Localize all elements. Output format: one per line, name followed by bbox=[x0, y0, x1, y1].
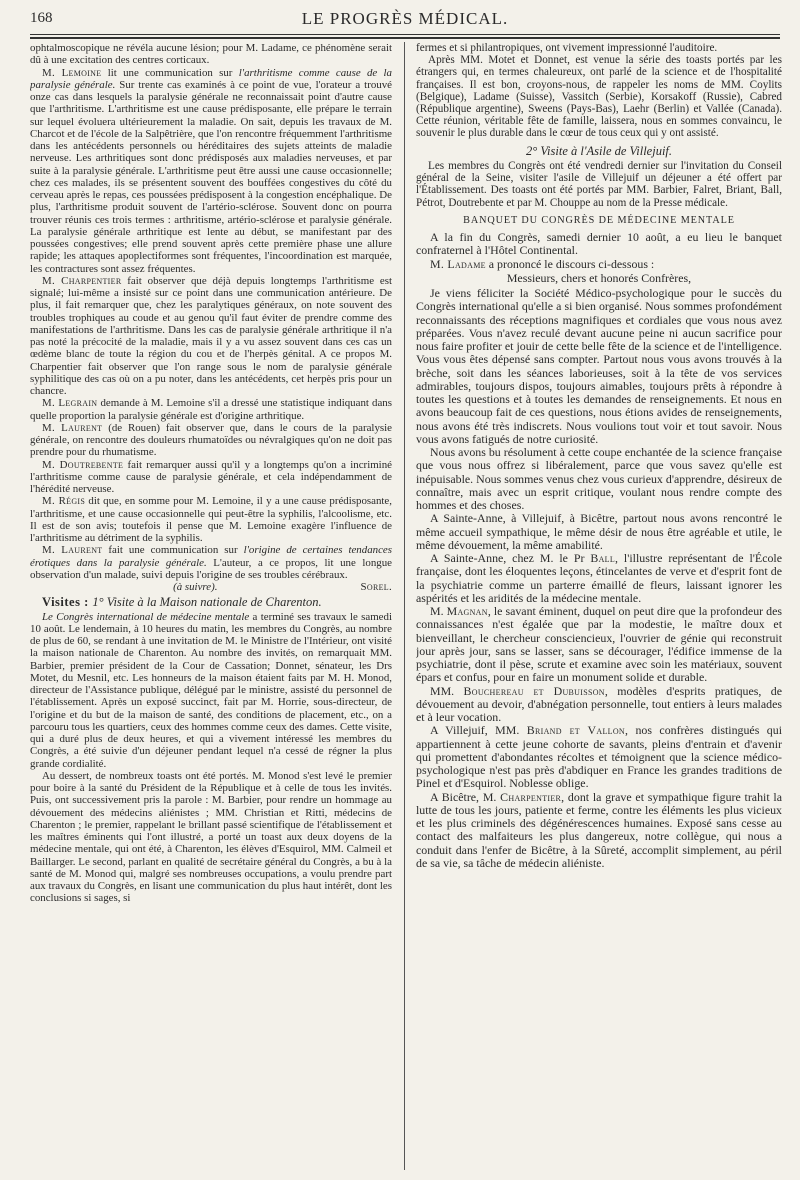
paragraph: A Sainte-Anne, chez M. le Pr Ball, l'illustre représentant de l'École française, dont les éloquentes leçons, étincelantes de verve et d'esprit font de la psychiatrie comme un parterre émaillé de fleurs, laissant ignorer les aspérités et les aridités de la médecine mentale. bbox=[416, 551, 782, 605]
speaker-name: M. Doutrebente bbox=[42, 458, 124, 471]
paragraph: M. Doutrebente fait remarquer aussi qu'il y a longtemps qu'on a incriminé l'arthritisme comme cause de paralysie générale, et cela indépendamment de l'hérédité nerveuse. bbox=[30, 458, 392, 495]
paragraph: Je viens féliciter la Société Médico-psychologique pour le succès du Congrès international qu'elle a si bien organisé. Nous sommes profondément reconnaissants des réceptions magnifiques et cordiales que vous nous avez préparées. Vous n'avez reculé devant aucune peine ni aucun sacrifice pour nous faire profiter et jouir de cette belle fête de la science et de l'intelligence. Vous vous êtes dépensé sans compter. Partout nous vous avons trouvés à la brèche, soit dans les séances laborieuses, soit à la tête de vos services admirables, toujours dispos, toujours aimables, toujours prêts à répondre à toutes les questions et à toutes les demandes de renseignements. Et nous en avons beaucoup fait de ces questions, nous étions avides de renseignements, nous avons été très indiscrets. Nous voulions tout voir et tout savoir. Nous vous avons fatigués de notre curiosité. bbox=[416, 286, 782, 446]
speaker-name: M. Régis bbox=[42, 495, 86, 508]
speaker-name: M. Legrain bbox=[42, 397, 98, 410]
speaker-name: M. Ladame bbox=[430, 256, 486, 271]
paragraph: Au dessert, de nombreux toasts ont été portés. M. Monod s'est levé le premier pour boire à la santé du Président de la République et à celle de tous les invités. Puis, ont successivement pris la parole : M. Barbier, pour rendre un hommage au dévouement des médecins aliénistes ; MM. Christian et Ritti, médecins de Charenton ; le premier, rappelant le brillant passé scientifique de l'établissement et les maîtres éminents qui l'ont illustré, a porté un toast aux deux doyens de la médecine mentale, qui ont été, à Charenton, les élèves d'Esquirol, MM. Calmeil et Baillarger. Le second, parlant en qualité de secrétaire général du Congrès, a bu à la santé de M. Monod qui, malgré ses nombreuses occupations, a voulu prendre part aux travaux du Congrès, en lisant une communication du plus haut intérêt, dont les conclusions si sages, si bbox=[30, 769, 392, 905]
paragraph: MM. Bouchereau et Dubuisson, modèles d'esprits pratiques, de dévouement au devoir, d'abnégation personnelle, tout entiers à leurs malades et à leur vocation. bbox=[416, 683, 782, 725]
paragraph: Les membres du Congrès ont été vendredi dernier sur l'invitation du Conseil général de la Seine, visiter l'asile de Villejuif un déjeuner a été offert par l'Établissement. Des toasts ont été portés par MM. Barbier, Falret, Briant, Ball, Pétrot, Doutrebente et par M. Chouppe au nom de la Presse médicale. bbox=[416, 159, 782, 209]
paragraph: A Bicêtre, M. Charpentier, dont la grave et sympathique figure trahit la lutte de tous les jours, patiente et ferme, contre les éléments les plus vicieux et les plus criminels des dégénérescences humaines. Exposé sans cesse au contact des malfaiteurs les plus dangereux, notre collègue, qui nous a conduit dans l'enfer de Bicêtre, à la Sûreté, accomplit simplement, au péril de sa vie, sa tâche de médecin aliéniste. bbox=[416, 789, 782, 870]
speaker-name: M. Laurent bbox=[42, 421, 103, 434]
right-column bbox=[416, 42, 782, 1172]
signature: Sorel. bbox=[360, 581, 392, 593]
paragraph: Après MM. Motet et Donnet, est venue la série des toasts portés par les étrangers qui, en termes chaleureux, ont parlé de la science et de l'hospitalité françaises. Il est bon, croyons-nous, de rappeler les noms de MM. Coylits (Belgique), Ladame (Suisse), Vassitch (Serbie), Korsakoff (Russie), Cabred (République argentine), Sweens (Pays-Bas), Laehr (Berlin) et Vallée (Canada). Cette réunion, véritable fête de famille, laissera, nous en sommes convaincu, le souvenir le plus durable dans le cœur de tous ceux qui y ont assisté. bbox=[416, 54, 782, 140]
header-rule-thick bbox=[30, 37, 780, 39]
speaker-name: M. Lemoine bbox=[42, 66, 102, 79]
paragraph: M. Lemoine lit une communication sur l'arthritisme comme cause de la paralysie générale. Sur trente cas examinés à ce point de vue, l'orateur a trouvé onze cas dans lesquels la paralysie générale ne reconnaissait point d'autre cause que l'arthritisme. L'arthritisme est une cause prédisposante, elle prépare le terrain sur lequel évoluera ultérieurement la maladie. On sait, depuis les travaux de M. Charcot et de l'école de la Salpêtrière, que l'on rencontre fréquemment l'arthritisme dans les antécédents personnels ou héréditaires des sujets atteints de maladie nerveuse. Les arthritiques sont donc prédisposés aux maladies nerveuses, et par suite à la paralysie générale. L'arthritisme peut être aussi une cause occasionnelle; chez ces malades, ils se présentent souvent des bouffées congestives du côté du cerveau après le repas, ces poussées prédisposent à la congestion encéphalique. De plus, l'arthritisme produit souvent de l'artério-sclérose. Souvent donc on pourra trouver réunis ces trois termes : arthritisme, artério-sclérose et paralysie générale. La paralysie générale arthritique est lente au début, se manifestant par des poussées congestives; elle prend souvent après cette première phase une allure rapide; les attaques apoplectiformes sont fréquentes, l'incoordination est marquée, les contractures sont assez fréquentes. bbox=[30, 66, 392, 275]
paragraph: M. Charpentier fait observer que déjà depuis longtemps l'arthritisme est signalé; lui-même a insisté sur ce point dans une communication antérieure. De plus, il fait remarquer que, chez les paralytiques généraux, on note souvent des troubles trophiques au coude et au genou qu'il faut éviter de prendre comme des manifestations de l'arthritisme. Dans les cas de paralysie générale arthritique il n'a pas noté la précocité de la maladie, mais il y a vu assez souvent dans ces cas un œdème blanc de toute la région du cou et de l'herpès génital. A ce propos M. Charpentier fait observer que l'on range sous le nom de paralysie générale syphilitique des cas où on a pu noter, dans les antécédents, cet herpès pris pour un chancre. bbox=[30, 274, 392, 397]
communication-title: l'origine de certaines tendances érotiques dans la paralysie générale. bbox=[30, 544, 392, 569]
paragraph: A Sainte-Anne, à Villejuif, à Bicêtre, partout nous avons rencontré le même accueil sympathique, le même désir de nous être agréable et utile, le même dévouement, la même amabilité. bbox=[416, 511, 782, 552]
section-heading-banquet: BANQUET DU CONGRÈS DE MÉDECINE MENTALE bbox=[463, 214, 735, 226]
report-signature-line bbox=[30, 581, 392, 593]
banquet-speech bbox=[416, 231, 782, 870]
speech-salutation: Messieurs, chers et honorés Confrères, bbox=[506, 270, 692, 285]
communication-title: l'arthritisme comme cause de la paralysie générale. bbox=[30, 66, 392, 91]
paragraph: M. Magnan, le savant éminent, duquel on peut dire que la profondeur des connaissances n'est égalée que par la modestie, le maître doux et bienveillant, le chercheur consciencieux, l'ouvrier de génie qui reconstruit jour après jour, sans se lasser, sans se décourager, l'édifice immense de la psychiatrie, dont il pèse, scrute et examine avec soin les matériaux, souvent épars et confus, pour en faire un monument solide et durable. bbox=[416, 604, 782, 685]
paragraph: M. Ladame a prononcé le discours ci-dessous : bbox=[430, 256, 655, 271]
section-heading-visites: Visites : 1° Visite à la Maison nationale de Charenton. bbox=[42, 595, 322, 610]
paragraph: Nous avons bu résolument à cette coupe enchantée de la science française que vous nous offrez si libéralement, parce que vous savez qu'elle est inépuisable. Nous sommes venus chez vous curieux d'apprendre, désireux de connaître, mais avec un esprit critique, voulant nous rendre compte des hommes et des choses. bbox=[416, 445, 782, 513]
paragraph: Le Congrès international de médecine mentale a terminé ses travaux le samedi 10 août. Le lendemain, à 10 heures du matin, les membres du Congrès, au nombre de plus de 60, se rendant à une invitation de M. le Ministre de l'Intérieur, ont visité la maison nationale de Charenton. Au nombre des invités, on remarquait MM. Barbier, premier président de la Cour de Cassation; Donnet, sénateur, les Drs Motet, du Mesnil, etc. Les honneurs de la maison étaient faits par M. H. Monod, directeur de l'Assistance publique, délégué par le ministre, assisté du personnel de l'établissement. Après un exposé succinct, fait par M. Horrie, sous-directeur, de l'origine et du but de la maison de santé, des conditions de placement, etc., on a parcouru tous les quartiers, ceux des hommes comme ceux des dames. Cette visite, qui a duré plus de deux heures, et qui a vivement intéressé les membres du Congrès, a été suivie d'un déjeuner pendant lequel n'a cessé de régner la plus grande cordialité. bbox=[30, 610, 392, 770]
header-rule bbox=[30, 34, 780, 35]
paragraph: A la fin du Congrès, samedi dernier 10 août, a eu lieu le banquet confraternel à l'Hôtel Continental. bbox=[416, 230, 782, 258]
paragraph: M. Legrain demande à M. Lemoine s'il a dressé une statistique indiquant dans quelle proportion la paralysie générale est d'origine arthritique. bbox=[30, 397, 392, 422]
speaker-name: M. Laurent bbox=[42, 544, 103, 557]
section-heading-villejuif: 2° Visite à l'Asile de Villejuif. bbox=[525, 143, 673, 158]
paragraph: A Villejuif, MM. Briand et Vallon, nos confrères distingués qui appartiennent à cette jeune cohorte de savants, pleins d'entrain et d'avenir qui promettent d'abondantes récoltes et témoignent que la science médico-psychologique n'est pas près d'abdiquer en France les grandes traditions de Pinel et d'Esquirol. Noblesse oblige. bbox=[416, 723, 782, 791]
speaker-name: M. Charpentier bbox=[42, 274, 122, 287]
paragraph: M. Régis dit que, en somme pour M. Lemoine, il y a une cause prédisposante, l'arthritisme, et une cause occasionnelle qui peut-être la syphilis, l'alcoolisme, etc. Il est de son avis; toutefois il pense que M. Lemoine exagère l'influence de l'arthritisme au détriment de la syphilis. bbox=[30, 495, 392, 544]
left-column bbox=[30, 42, 392, 1172]
page-header bbox=[30, 8, 780, 30]
journal-title: LE PROGRÈS MÉDICAL. bbox=[301, 9, 509, 28]
paragraph: ophtalmoscopique ne révéla aucune lésion; pour M. Ladame, ce phénomène serait dû à une excitation des centres corticaux. bbox=[30, 42, 392, 67]
paragraph: M. Laurent (de Rouen) fait observer que, dans le cours de la paralysie générale, on rencontre des douleurs rhumatoïdes ou névralgiques qu'on ne doit pas prendre pour du rhumatisme. bbox=[30, 421, 392, 459]
page-number: 168 bbox=[30, 10, 53, 26]
paragraph: fermes et si philantropiques, ont vivement impressionné l'auditoire. bbox=[416, 42, 718, 54]
paragraph: M. Laurent fait une communication sur l'origine de certaines tendances érotiques dans la paralysie générale. L'auteur, a ce propos, lit une longue observation d'un malade, suivi depuis l'origine de ses troubles cérébraux. bbox=[30, 544, 392, 581]
column-divider bbox=[404, 42, 405, 1170]
to-be-continued: (à suivre). bbox=[173, 581, 218, 593]
